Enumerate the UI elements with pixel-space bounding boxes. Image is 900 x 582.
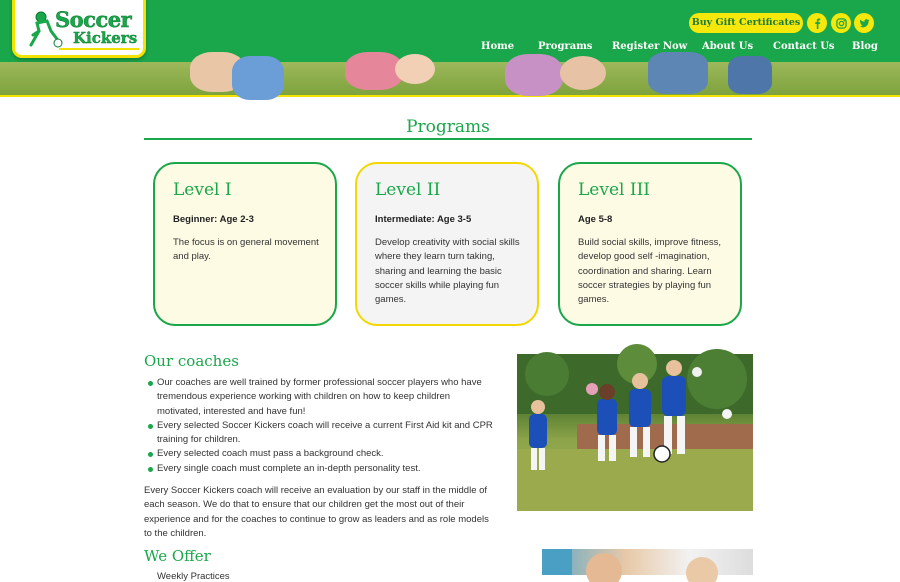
- card-title: Level I: [173, 180, 232, 200]
- list-item: Our coaches are well trained by former professional soccer players who have tremendous experience working with children on how to keep children motivated, interested and have fun!: [144, 376, 494, 419]
- card-title: Level III: [578, 180, 651, 200]
- coaches-heading: Our coaches: [144, 352, 239, 370]
- list-item: Every selected Soccer Kickers coach will receive a current First Aid kit and CPR training for children.: [144, 419, 494, 448]
- card-subtitle: Age 5-8: [578, 214, 613, 225]
- coaches-paragraph: Every Soccer Kickers coach will receive an evaluation by our staff in the middle of each season. We do that to ensure that our children get the most out of their experience and for the coaches to continue to grow as leaders and as role models to the children.: [144, 485, 489, 539]
- card-subtitle: Intermediate: Age 3-5: [375, 214, 472, 225]
- nav-programs[interactable]: Programs: [538, 41, 593, 52]
- buy-gift-certificates-button[interactable]: Buy Gift Certificates: [689, 13, 803, 33]
- logo-text-kickers: Kickers: [73, 29, 138, 47]
- list-item: Weekly Practices: [157, 571, 230, 582]
- list-item: Every selected coach must pass a background check.: [144, 447, 494, 461]
- programs-heading: Programs: [406, 117, 490, 137]
- we-offer-heading: We Offer: [144, 547, 211, 565]
- card-description: Develop creativity with social skills where they learn turn taking, sharing and learning the basic soccer skills while playing fun games.: [375, 237, 520, 306]
- kids-playing-soccer-photo: [517, 354, 753, 511]
- site-header: [0, 0, 900, 62]
- child-photo: [542, 549, 753, 575]
- nav-about-us[interactable]: About Us: [702, 41, 754, 52]
- card-description: Build social skills, improve fitness, develop good self -imagination, coordination and sharing. Learn soccer strategies by playing fun games.: [578, 237, 722, 306]
- nav-home[interactable]: Home: [481, 41, 515, 52]
- nav-register-now[interactable]: Register Now: [612, 41, 688, 52]
- program-card-level-1[interactable]: [153, 162, 337, 326]
- programs-divider: [144, 138, 752, 140]
- nav-contact-us[interactable]: Contact Us: [773, 41, 835, 52]
- site-logo[interactable]: [12, 0, 146, 58]
- logo-text-soccer: Soccer: [55, 7, 132, 32]
- hero-banner-image: [0, 62, 900, 97]
- nav-blog[interactable]: Blog: [852, 41, 878, 52]
- program-card-level-2[interactable]: [355, 162, 539, 326]
- logo-underline: [59, 48, 139, 50]
- card-subtitle: Beginner: Age 2-3: [173, 214, 254, 225]
- coaches-list: [144, 376, 494, 476]
- card-title: Level II: [375, 180, 441, 200]
- instagram-icon[interactable]: [831, 13, 851, 33]
- facebook-icon[interactable]: [807, 13, 827, 33]
- list-item: Every single coach must complete an in-depth personality test.: [144, 462, 494, 476]
- card-description: The focus is on general movement and play.: [173, 237, 319, 263]
- program-card-level-3[interactable]: [558, 162, 742, 326]
- twitter-icon[interactable]: [854, 13, 874, 33]
